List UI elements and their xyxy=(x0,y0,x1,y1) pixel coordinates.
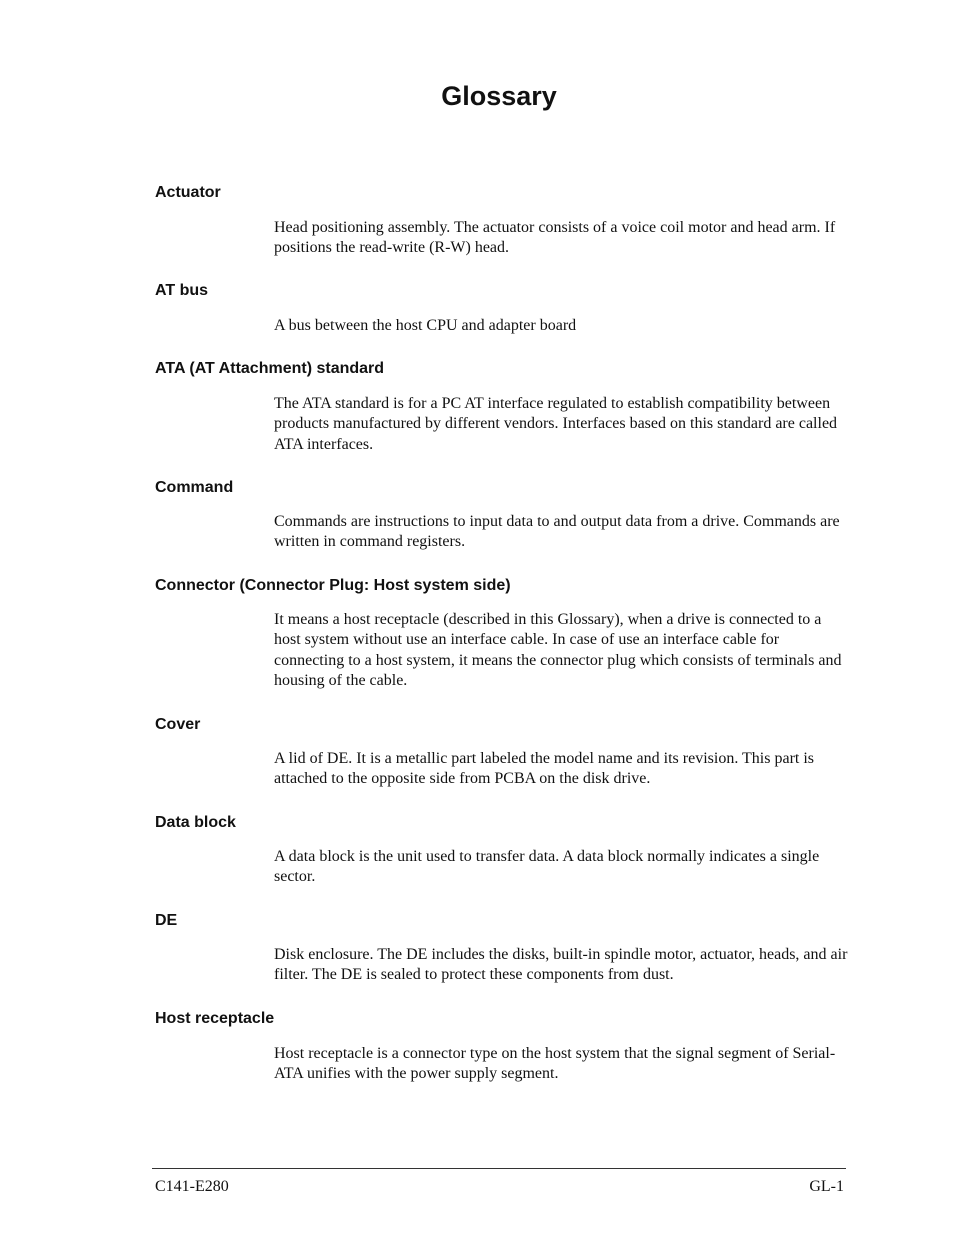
glossary-term: Command xyxy=(155,479,234,496)
glossary-term: Connector (Connector Plug: Host system side) xyxy=(155,577,511,594)
glossary-definition: Disk enclosure. The DE includes the disks, built-in spindle motor, actuator, heads, and air filter. The DE is sealed to protect these components from dust. xyxy=(274,946,848,984)
glossary-definition: Host receptacle is a connector type on the host system that the signal segment of Serial-ATA unifies with the power supply segment. xyxy=(274,1045,836,1083)
footer-page-number: GL-1 xyxy=(809,1178,844,1195)
glossary-term: Actuator xyxy=(155,184,221,201)
glossary-definition: Head positioning assembly. The actuator consists of a voice coil motor and head arm. If positions the read-write (R-W) head. xyxy=(274,219,836,257)
glossary-term: Data block xyxy=(155,814,236,831)
glossary-term: AT bus xyxy=(155,282,209,299)
glossary-term: ATA (AT Attachment) standard xyxy=(155,360,385,377)
glossary-term: Host receptacle xyxy=(155,1010,275,1027)
glossary-definition: A data block is the unit used to transfer data. A data block normally indicates a single sector. xyxy=(274,848,820,886)
glossary-definition: The ATA standard is for a PC AT interface regulated to establish compatibility between products manufactured by different vendors. Interfaces based on this standard are called ATA interfaces. xyxy=(274,395,838,453)
glossary-term: Cover xyxy=(155,716,201,733)
glossary-definition: A bus between the host CPU and adapter board xyxy=(274,317,577,334)
glossary-definition: A lid of DE. It is a metallic part labeled the model name and its revision. This part is attached to the opposite side from PCBA on the disk drive. xyxy=(274,750,815,788)
footer-divider xyxy=(152,1168,846,1169)
glossary-term: DE xyxy=(155,912,178,929)
footer-document-id: C141-E280 xyxy=(155,1178,229,1195)
page-title: Glossary xyxy=(441,81,557,111)
glossary-definition: It means a host receptacle (described in this Glossary), when a drive is connected to a host system without use an interface cable. In case of use an interface cable for connecting to a host system, it means the connector plug which consists of terminals and housing of the cable. xyxy=(274,611,842,689)
glossary-definition: Commands are instructions to input data to and output data from a drive. Commands are written in command registers. xyxy=(274,513,840,551)
